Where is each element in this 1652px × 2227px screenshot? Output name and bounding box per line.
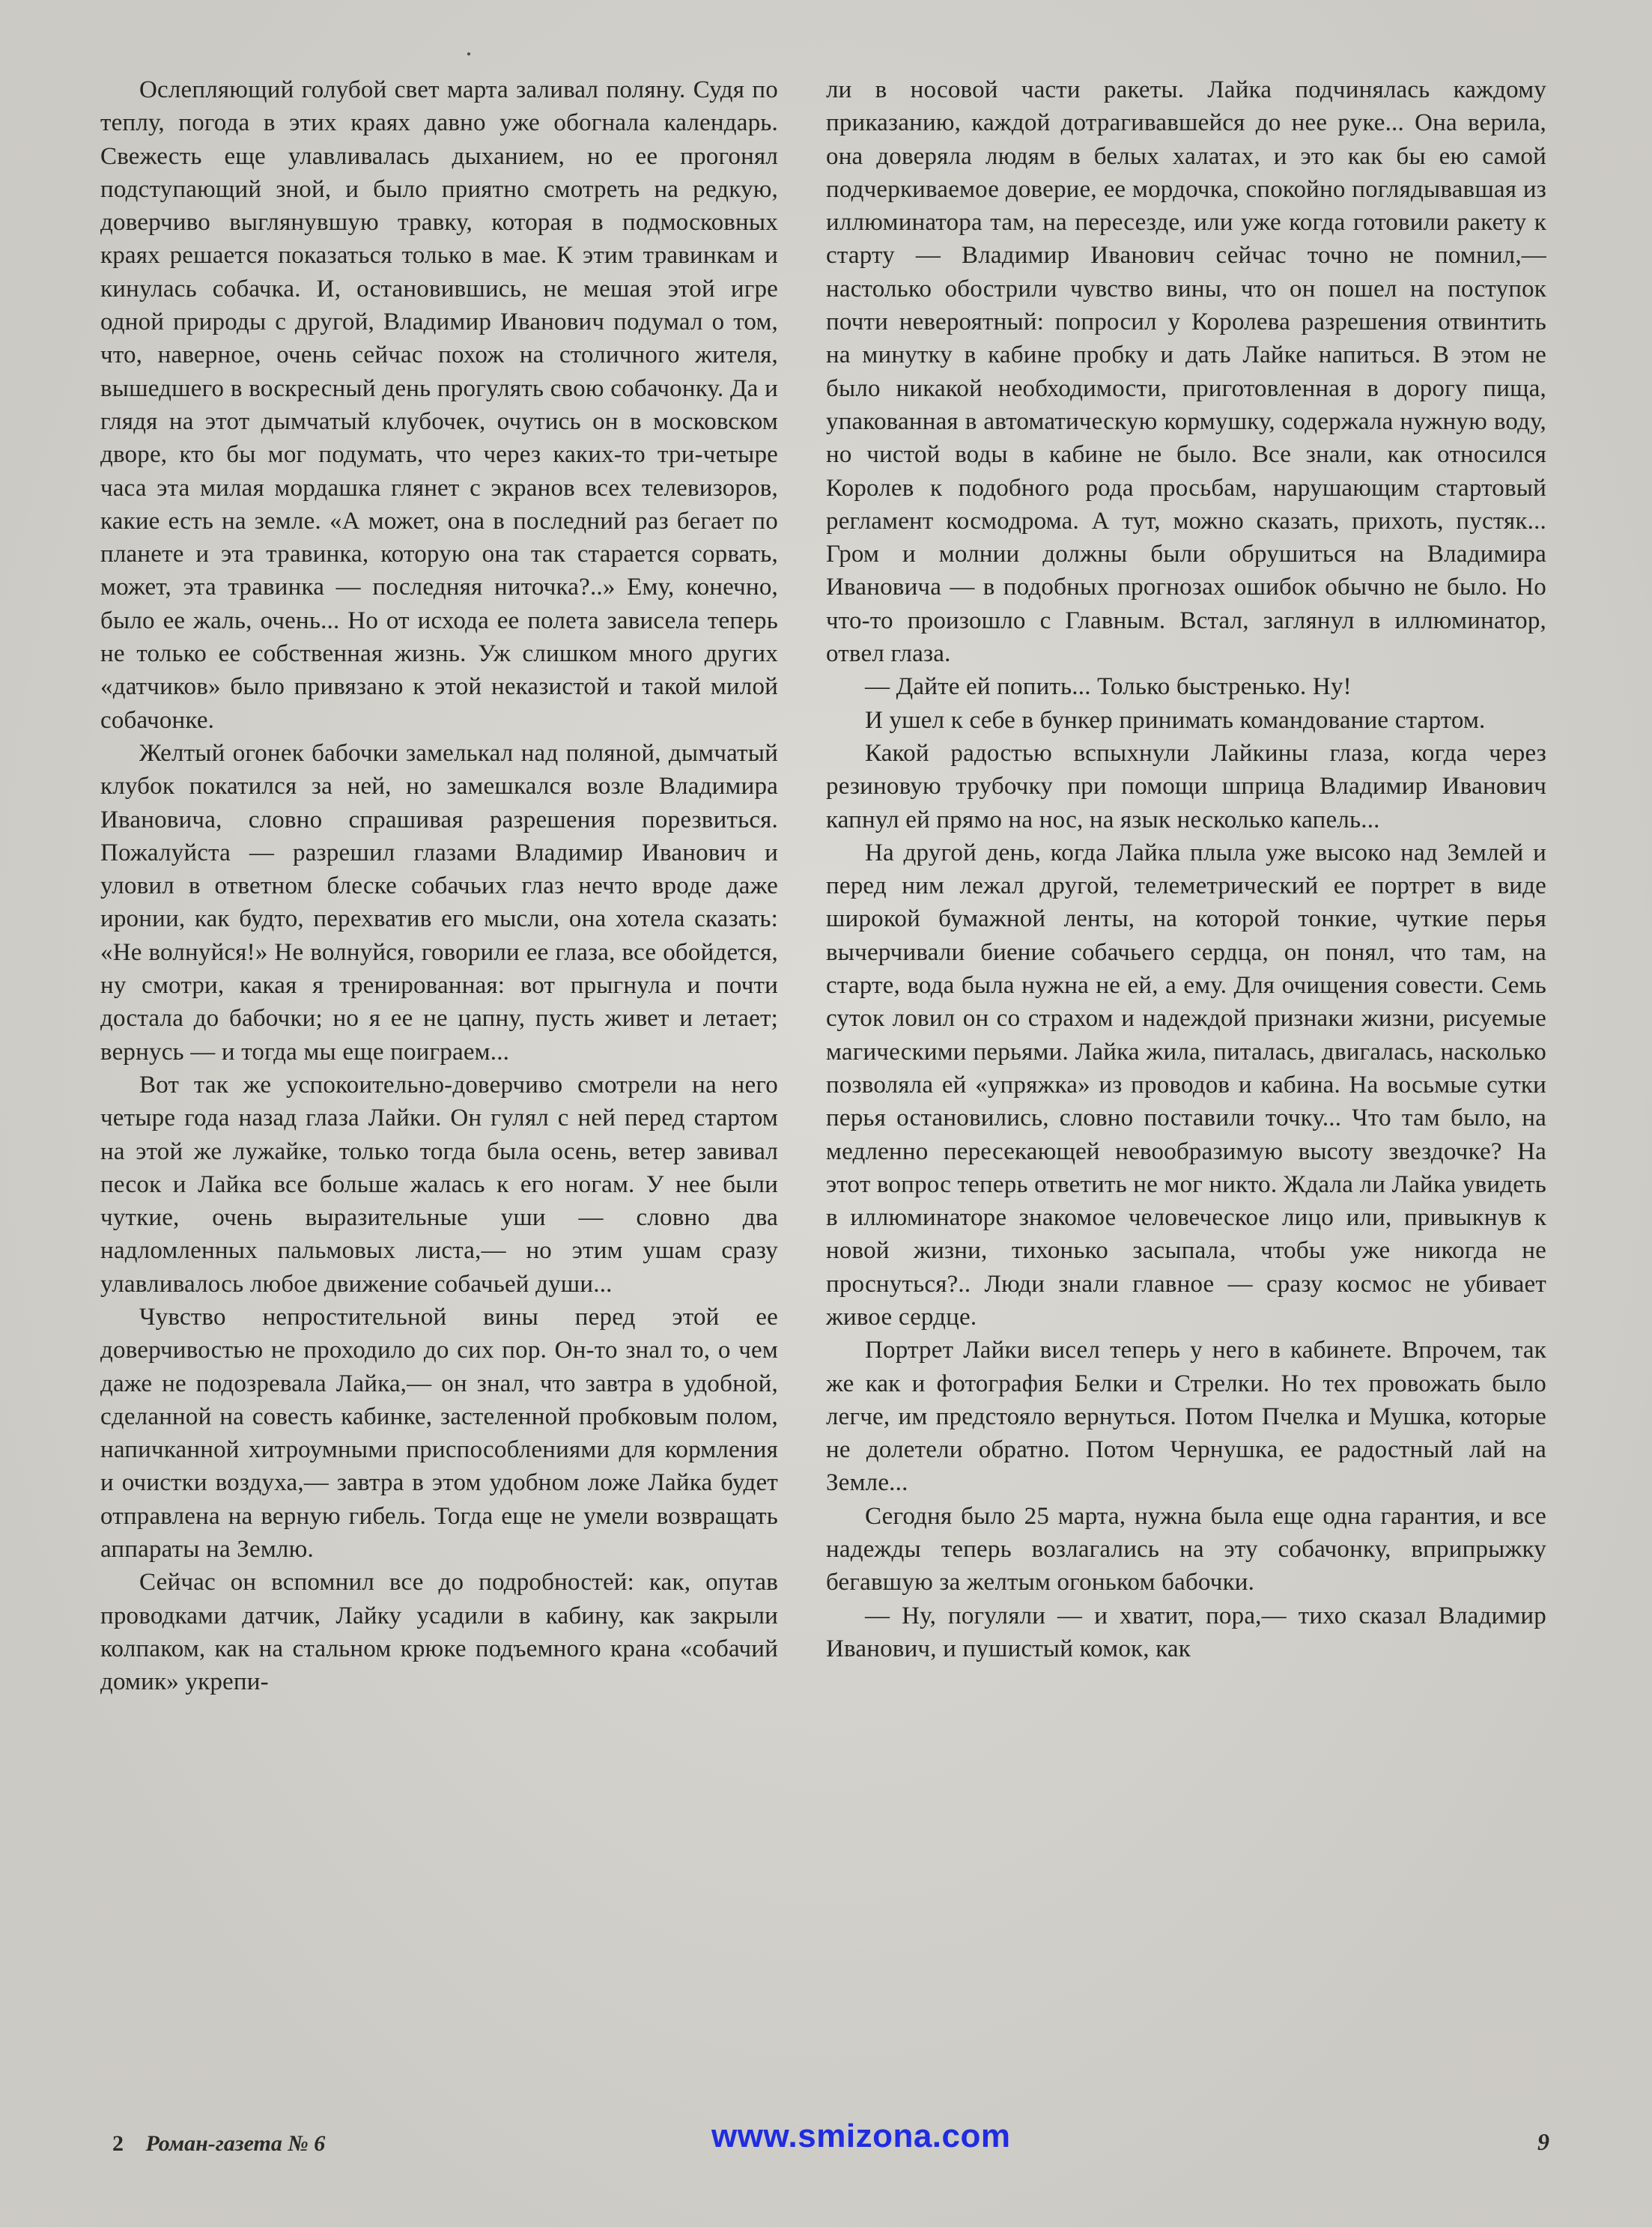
print-speck xyxy=(467,52,470,55)
paragraph: Желтый огонек бабочки замелькал над поляной, дымчатый клубок покатился за ней, но замешкался возле Владимира Ивановича, словно спрашивая разрешения порезвиться. Пожалуйста — разрешил глазами Владимир Иванович и уловил в ответном блеске собачьих глаз нечто вроде даже иронии, как будто, перехватив его мысли, она хотела сказать: «Не волнуйся!» Не волнуйся, говорили ее глаза, все обойдется, ну смотри, какая я тренированная: вот прыгнула и почти достала до бабочки; но я ее не цапну, пусть живет и летает; вернусь — и тогда мы еще поиграем... xyxy=(100,739,778,1066)
dialogue-line: — Дайте ей попить... Только быстренько. Ну! xyxy=(865,673,1352,701)
paragraph-continued: ли в носовой части ракеты. Лайка подчинялась каждому приказанию, каждой дотрагивавшейся до нее руке... Она верила, она доверяла людям в белых халатах, и это как бы ею самой подчеркиваемое доверие, ее мордочка, спокойно поглядывавшая из иллюминатора там, на пересезде, или уже когда готовили ракету к старту — Владимир Иванович сейчас точно не помнил,— настолько обострили чувство вины, что он пошел на поступок почти невероятный: попросил у Королева разрешения отвинтить на минутку в кабине пробку и дать Лайке напиться. В этом не было никакой необходимости, приготовленная в дорогу пища, упакованная в автоматическую кормушку, содержала нужную воду, но чистой воды в кабине не было. Все знали, как относился Королев к подобного рода просьбам, нарушающим стартовый регламент космодрома. А тут, можно сказать, прихоть, пустяк... Гром и молнии должны были обрушиться на Владимира Ивановича — в подобных прогнозах ошибок обычно не было. Но что-то произошло с Главным. Встал, заглянул в иллюминатор, отвел глаза. xyxy=(826,76,1546,668)
page-footer-left xyxy=(112,2131,325,2157)
paragraph: Портрет Лайки висел теперь у него в кабинете. Впрочем, так же как и фотография Белки и Стрелки. Но тех провожать было легче, им предстояло вернуться. Потом Пчелка и Мушка, которые не долетели обратно. Потом Чернушка, ее радостный лай на Земле... xyxy=(826,1337,1546,1497)
right-text-column xyxy=(826,73,1546,1665)
paragraph: Сейчас он вспомнил все до подробностей: как, опутав проводками датчик, Лайку усадили в кабину, как закрыли колпаком, как на стальном крюке подъемного крана «собачий домик» укрепи- xyxy=(100,1569,778,1696)
paragraph: На другой день, когда Лайка плыла уже высоко над Землей и перед ним лежал другой, телеметрический ее портрет в виде широкой бумажной ленты, на которой тонкие, чуткие перья вычерчивали биение собачьего сердца, он понял, что там, на старте, вода была нужна не ей, а ему. Для очищения совести. Семь суток ловил он со страхом и надеждой признаки жизни, рисуемые магическими перьями. Лайка жила, питалась, двигалась, насколько позволяла ей «упряжка» из проводов и кабина. На восьмые сутки перья остановились, словно поставили точку... Что там было, на медленно пересекающей невообразимую высоту звездочке? На этот вопрос теперь ответить не мог никто. Ждала ли Лайка увидеть в иллюминаторе знакомое человеческое лицо или, привыкнув к новой жизни, тихонько засыпала, чтобы уже никогда не проснуться?.. Люди знали главное — сразу космос не убивает живое сердце. xyxy=(826,839,1546,1331)
right-page-number: 9 xyxy=(1537,2128,1549,2155)
publication-name: Роман-газета № 6 xyxy=(145,2131,326,2156)
left-page-number: 2 xyxy=(112,2131,124,2156)
paragraph: И ушел к себе в бункер принимать командование стартом. xyxy=(865,706,1486,734)
dialogue-line: — Ну, погуляли — и хватит, пора,— тихо сказал Владимир Иванович, и пушистый комок, как xyxy=(826,1602,1546,1662)
paragraph: Вот так же успокоительно-доверчиво смотрели на него четыре года назад глаза Лайки. Он гулял с ней перед стартом на этой же лужайке, только тогда была осень, ветер завивал песок и Лайка все больше жалась к его ногам. У нее были чуткие, очень выразительные уши — словно два надломленных пальмовых листа,— но этим ушам сразу улавливалось любое движение собачьей души... xyxy=(100,1071,778,1298)
website-watermark: www.smizona.com xyxy=(711,2118,1011,2154)
paragraph: Чувство непростительной вины перед этой ее доверчивостью не проходило до сих пор. Он-то знал то, о чем даже не подозревала Лайка,— он знал, что завтра в удобной, сделанной на совесть кабинке, застеленной пробковым полом, напичканной хитроумными приспособлениями для кормления и очистки воздуха,— завтра в этом удобном ложе Лайка будет отправлена на верную гибель. Тогда еще не умели возвращать аппараты на Землю. xyxy=(100,1303,778,1564)
left-text-column xyxy=(100,73,778,1699)
paragraph: Ослепляющий голубой свет марта заливал поляну. Судя по теплу, погода в этих краях давно уже обогнала календарь. Свежесть еще улавливалась дыханием, но ее прогонял подступающий зной, и было приятно смотреть на редкую, доверчиво выглянувшую травку, которая в подмосковных краях решается показаться только в мае. К этим травинкам и кинулась собачка. И, остановившись, не мешая этой игре одной природы с другой, Владимир Иванович подумал о том, что, наверное, очень сейчас похож на столичного жителя, вышедшего в воскресный день прогулять свою собачонку. Да и глядя на этот дымчатый клубочек, очутись он в московском дворе, кто бы мог подумать, что через каких-то три-четыре часа эта милая мордашка глянет с экранов всех телевизоров, какие есть на земле. «А может, она в последний раз бегает по планете и эта травинка, которую она так старается сорвать, может, эта травинка — последняя ниточка?..» Ему, конечно, было ее жаль, очень... Но от исхода ее полета зависела теперь не только ее собственная жизнь. Уж слишком много других «датчиков» было привязано к этой неказистой и такой милой собачонке. xyxy=(100,76,778,734)
paragraph: Сегодня было 25 марта, нужна была еще одна гарантия, и все надежды теперь возлагались на эту собачонку, вприпрыжку бегавшую за желтым огоньком бабочки. xyxy=(826,1502,1546,1596)
paragraph: Какой радостью вспыхнули Лайкины глаза, когда через резиновую трубочку при помощи шприца Владимир Иванович капнул ей прямо на нос, на язык несколько капель... xyxy=(826,739,1546,833)
